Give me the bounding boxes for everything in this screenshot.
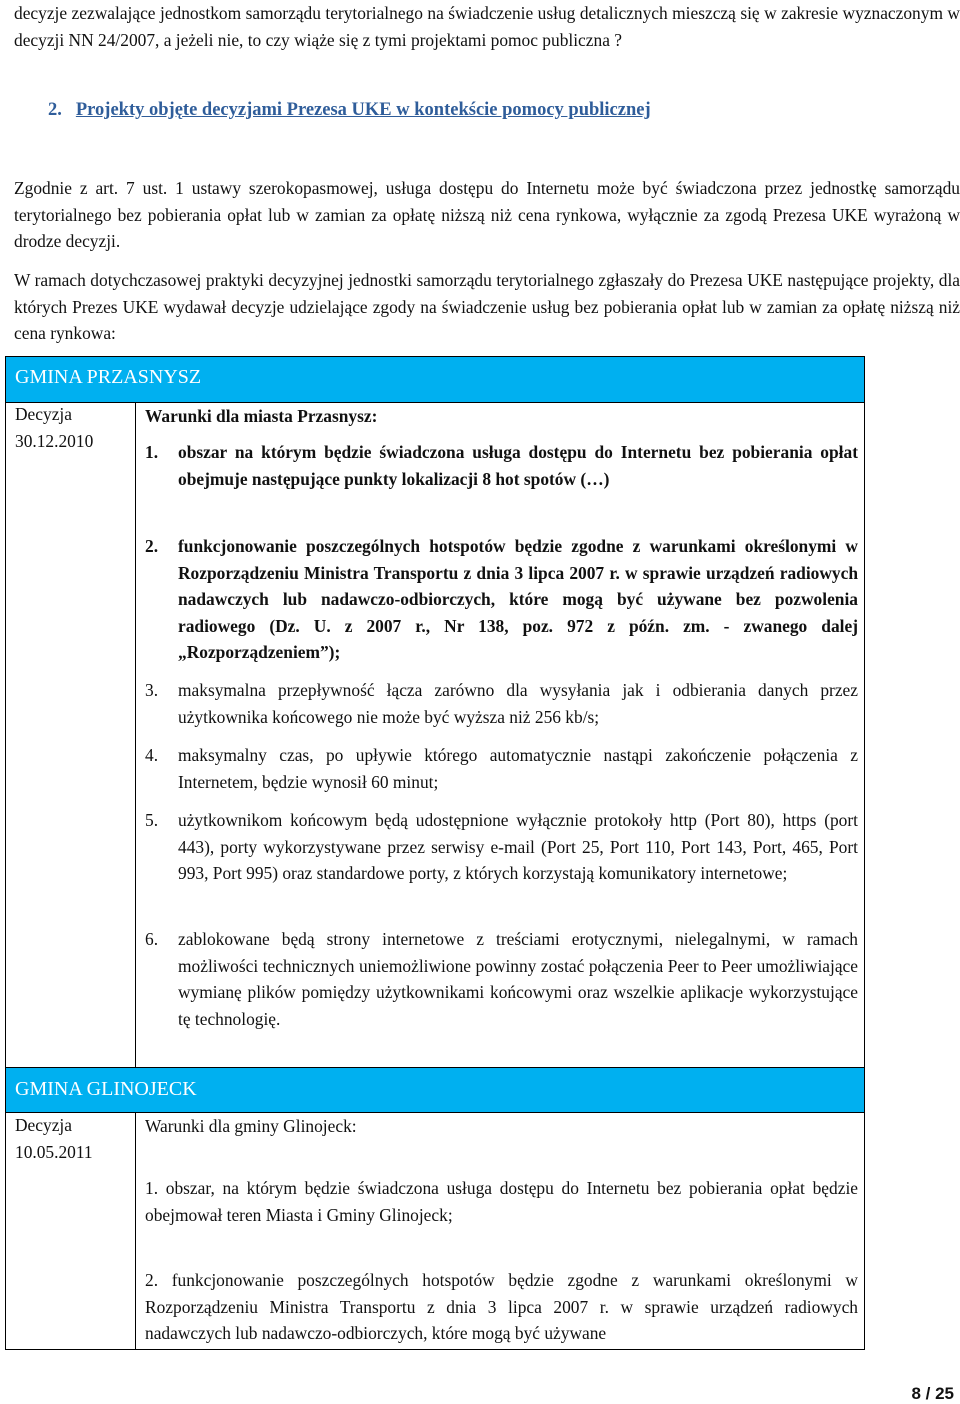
section-heading [48, 100, 651, 121]
condition-item: 2. funkcjonowanie poszczególnych hotspotów będzie zgodne z warunkami określonymi w Rozporządzeniu Ministra Transportu z dnia 3 lipca 2007 r. w sprawie urządzeń radiowych nadawczych lub nadawczo-odbiorczych, które mogą być używane [145, 1270, 858, 1344]
gmina-header-glinojeck: GMINA GLINOJECK [6, 1067, 864, 1113]
condition-number: 3. [145, 680, 159, 700]
condition-item [145, 742, 858, 795]
condition-item [145, 533, 858, 666]
conditions-title: Warunki dla gminy Glinojeck: [145, 1116, 357, 1136]
column-divider [135, 403, 136, 1067]
condition-item [145, 926, 858, 1032]
section-title: Projekty objęte decyzjami Prezesa UKE w kontekście pomocy publicznej [75, 100, 651, 120]
gmina-header-przasnysz: GMINA PRZASNYSZ [6, 357, 864, 403]
page-number: 8 / 25 [911, 1384, 954, 1403]
condition-number: 2. [145, 536, 159, 556]
condition-text: zablokowane będą strony internetowe z treściami erotycznymi, nielegalnymi, w ramach możliwości technicznych uniemożliwione powinny zostać połączenia Peer to Peer umożliwiające wymianę plików pomiędzy użytkownikami końcowymi oraz wszelkie aplikacje wykorzystujące tę technologię. [178, 929, 858, 1029]
intro-paragraph: decyzje zezwalające jednostkom samorządu terytorialnego na świadczenie usług detalicznych mieszczą się w zakresie wyznaczonym w decyzji NN 24/2007, a jeżeli nie, to czy wiąże się z tymi projektami pomoc publiczna ? [14, 3, 960, 50]
conditions-title: Warunki dla miasta Przasnysz: [145, 406, 378, 426]
condition-number: 6. [145, 929, 159, 949]
condition-number: 4. [145, 745, 159, 765]
decision-label: Decyzja [15, 404, 72, 424]
condition-text: funkcjonowanie poszczególnych hotspotów będzie zgodne z warunkami określonymi w Rozporządzeniu Ministra Transportu z dnia 3 lipca 2007 r. w sprawie urządzeń radiowych nadawczych lub nadawczo-odbiorczych, które mogą być używane bez pozwolenia radiowego (Dz. U. z 2007 r., Nr 138, poz. 972 z późn. zm. - zwanego dalej „Rozporządzeniem”); [178, 536, 858, 663]
condition-number: 5. [145, 810, 159, 830]
condition-text: użytkownikom końcowym będą udostępnione wyłącznie protokoły http (Port 80), https (port 443), porty wykorzystywane przez serwisy e-mail (Port 25, Port 110, Port 143, Port, 465, Port 993, Port 995) oraz standardowe porty, z których korzystają komunikatory internetowe; [178, 810, 858, 884]
condition-text: maksymalna przepływność łącza zarówno dla wysyłania jak i odbierania danych przez użytkownika końcowego nie może być wyższa niż 256 kb/s; [178, 680, 858, 727]
condition-item: 1. obszar, na którym będzie świadczona usługa dostępu do Internetu bez pobierania opłat będzie obejmował teren Miasta i Gminy Glinojeck; [145, 1178, 858, 1225]
column-divider [135, 1113, 136, 1349]
body-paragraph: Zgodnie z art. 7 ust. 1 ustawy szerokopasmowej, usługa dostępu do Internetu może być świadczona przez jednostkę samorządu terytorialnego bez pobierania opłat lub w zamian za opłatę niższą niż cena rynkowa, wyłącznie za zgodą Prezesa UKE wyrażoną w drodze decyzji. [14, 178, 960, 252]
condition-number: 1. [145, 442, 159, 462]
decision-date: 30.12.2010 [15, 431, 94, 451]
section-number: 2. [48, 100, 62, 120]
body-paragraph: W ramach dotychczasowej praktyki decyzyjnej jednostki samorządu terytorialnego zgłaszały do Prezesa UKE następujące projekty, dla których Prezes UKE wydawał decyzje udzielające zgody na świadczenie usług bez pobierania opłat lub w zamian za opłatę niższą niż cena rynkowa: [14, 270, 960, 344]
condition-item [145, 677, 858, 730]
condition-text: obszar na którym będzie świadczona usługa dostępu do Internetu bez pobierania opłat obejmuje następujące punkty lokalizacji 8 hot spotów (…) [178, 442, 858, 489]
condition-text: maksymalny czas, po upływie którego automatycznie nastąpi zakończenie połączenia z Internetem, będzie wynosił 60 minut; [178, 745, 858, 792]
decisions-table [5, 356, 865, 1350]
decision-label: Decyzja [15, 1115, 72, 1135]
decision-cell [15, 1112, 130, 1166]
condition-item [145, 439, 858, 492]
condition-item [145, 807, 858, 887]
decision-date: 10.05.2011 [15, 1142, 93, 1162]
decision-cell [15, 401, 130, 455]
